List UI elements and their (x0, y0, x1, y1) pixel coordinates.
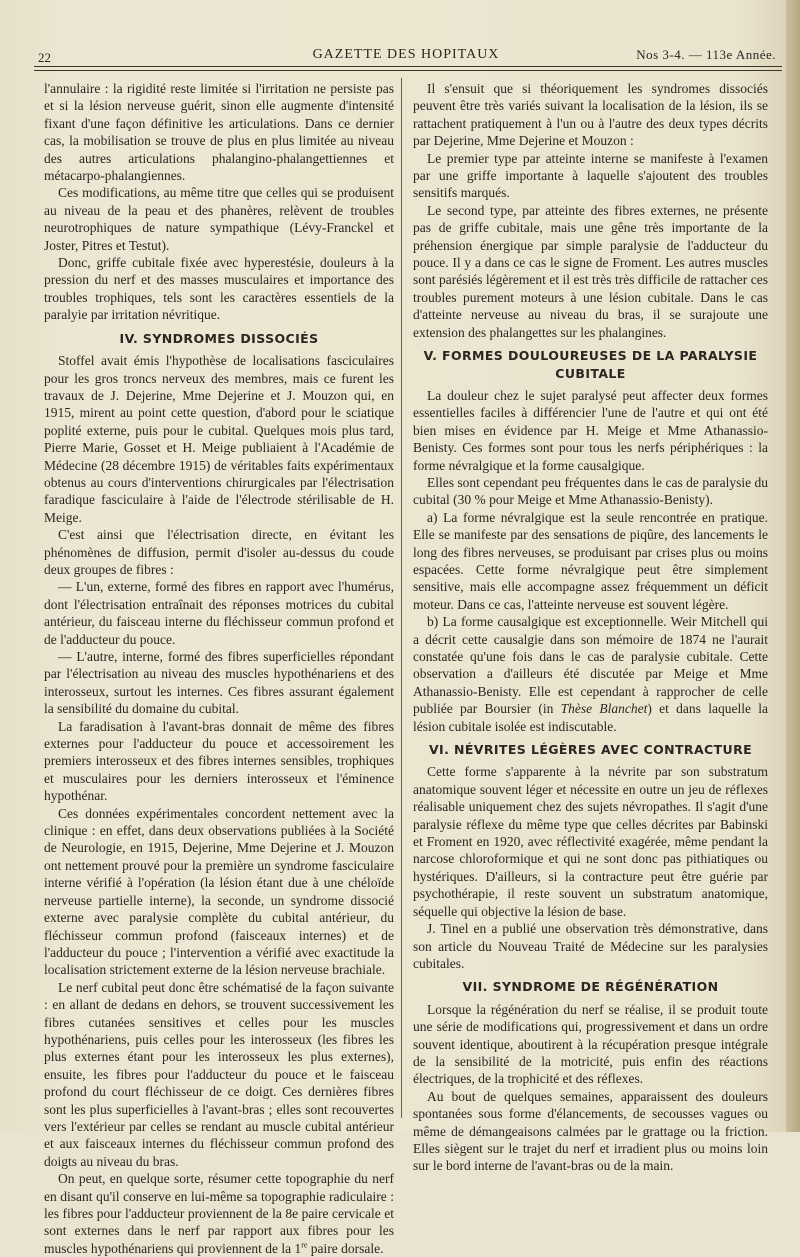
paragraph: Le second type, par atteinte des fibres externes, ne présente pas de griffe cubitale, mais une gêne très importante de la préhension énergique par simple paralysie de l'adducteur du pouce. Il y a dans ce cas le signe de Froment. Les autres muscles sont parésiés légèrement et il est très très difficile de rattacher ces troubles purement moteurs à une lésion cubitale. Dans le cas d'atteinte nerveuse au niveau du bras, il se surajoute une extension des phalangettes sur les phalangines. (413, 202, 768, 340)
paragraph: La douleur chez le sujet paralysé peut affecter deux formes essentielles faciles à différencier l'une de l'autre et qui ont été bien mises en évidence par H. Meige et Mme Athanassio-Benisty. Ces formes sont pour tous les nerfs périphériques : la forme névralgique et la forme causalgique. (413, 387, 768, 473)
superscript: re (301, 1240, 308, 1250)
text-run: ) et dans laquelle la lésion cubitale isolée est indiscutable. (413, 701, 768, 734)
header-rule-thin (34, 70, 782, 71)
paragraph: J. Tinel en a publié une observation très démonstrative, dans son article du Nouveau Traité de Médecine sur les paralysies cubitales. (413, 921, 768, 971)
paragraph: Stoffel avait émis l'hypothèse de localisations fasciculaires pour les gros troncs nerveux des membres, mais ce furent les travaux de J. Dejerine, Mme Dejerine et J. Mouzon qui, en 1915, mirent au point cette question, d'abord pour le sciatique poplité externe, puis pour le cubital. Quelques mois plus tard, Pierre Marie, Gosset et H. Meige publiaient à l'Académie de Médecine (28 décembre 1915) de véritables faits expérimentaux obtenus au cours d'interventions chirurgicales par l'électrisation faradique fasciculaire à l'aide de l'électrode stérilisable de H. Meige. (44, 353, 394, 525)
paragraph: La faradisation à l'avant-bras donnait de même des fibres externes pour l'adducteur du pouce et accessoirement les premiers interosseux et des fibres internes sensibles, trophiques et musculaires pour les derniers interosseux et l'éminence hypothénar. (44, 718, 394, 804)
issue-label: Nos 3-4. — 113e Année. (636, 47, 776, 62)
section-heading: V. FORMES DOULOUREUSES DE LA PARALYSIE CUBITALE (423, 348, 758, 381)
paragraph: Il s'ensuit que si théoriquement les syndromes dissociés peuvent être très variés suivant la localisation de la lésion, ils se rattachent pratiquement à l'un ou à l'autre des deux types décrits par Dejerine, Mme Dejerine et Mouzon : (413, 81, 768, 149)
italic-citation: Thèse Blanchet (560, 701, 648, 717)
paragraph: — L'un, externe, formé des fibres en rapport avec l'humérus, dont l'électrisation entraînait des réponses motrices du cubital antérieur, du faisceau interne du fléchisseur commun profond et de l'adducteur du pouce. (44, 579, 394, 647)
paragraph: Au bout de quelques semaines, apparaissent des douleurs spontanées sous forme d'élancements, de secousses vagues ou même de démangeaisons calmées par le grattage ou la friction. Elles siègent sur le trajet du nerf et irradient plus ou moins loin sur le bord interne de l'avant-bras ou de la main. (413, 1088, 768, 1174)
left-column (44, 80, 394, 1257)
paragraph: Cette forme s'apparente à la névrite par son substratum anatomique souvent léger et nécessite en outre un jeu de réflexes réalisable uniquement chez des sujets névropathes. Il s'agit d'une paralysie réflexe du même type que celles décrites par Babinski et Froment en 1920, avec réflectivité exagérée, même pendant la narcose chloroformique et qui ne sont donc pas pithiatiques ou hystériques. D'ailleurs, si la contracture peut être guérie par psychothérapie, il reste souvent un substratum anatomique, séquelle qui objective la lésion de base. (413, 764, 768, 919)
text-run: b) La forme causalgique est exceptionnelle. Weir Mitchell qui a décrit cette causalgie dans son mémoire de 1874 ne l'aurait constatée qu'une fois dans le cas de paralysie cubitale. Cette observation a d'ailleurs été discutée par Meige et Mme Athanassio-Benisty. Elle est cependant à rapprocher de celle publiée par Boursier (in (413, 614, 768, 717)
section-heading: VI. NÉVRITES LÉGÈRES AVEC CONTRACTURE (428, 742, 753, 758)
paragraph: Le nerf cubital peut donc être schématisé de la façon suivante : en allant de dedans en dehors, se trouvent successivement les fibres cutanées sensitives et celles pour les muscles hypothénariens, puis celles pour les interosseux (les fibres les plus externes étant pour les interosseux les plus externes), ensuite, les fibres pour l'adducteur du pouce et le faisceau profond du court fléchisseur de ce doigt. Ces dernières fibres sont les plus superficielles à l'avant-bras ; elles sont recouvertes vers l'extérieur par celles se rendant au muscle cubital antérieur et aux faisceaux internes du fléchisseur commun profond des doigts au niveau du bras. (44, 979, 394, 1169)
paragraph (413, 613, 768, 735)
page-edge (786, 0, 800, 1132)
page-header (30, 44, 782, 66)
paragraph: Elles sont cependant peu fréquentes dans le cas de paralysie du cubital (30 % pour Meige et Mme Athanassio-Benisty). (413, 474, 768, 508)
section-heading: IV. SYNDROMES DISSOCIÉS (119, 330, 319, 346)
journal-title: GAZETTE DES HOPITAUX (312, 47, 500, 62)
paragraph: Ces modifications, au même titre que celles qui se produisent au niveau de la peau et des phanères, relèvent de troubles neurotrophiques de nature sympathique (Lévy-Franckel et Joster, Pitres et Testut). (44, 185, 394, 253)
paragraph (44, 1170, 394, 1257)
column-divider (401, 78, 402, 1118)
right-column (413, 80, 768, 1175)
paragraph: a) La forme névralgique est la seule rencontrée en pratique. Elle se manifeste par des sensations de piqûre, des lancements le long des fibres nerveuses, se produisant par crises plus ou moins espacées. Cette forme névralgique peut être simplement sensitive, mais elle accompagne assez fréquemment un déficit moteur. Dans ce cas, l'atteinte nerveuse est souvent légère. (413, 509, 768, 612)
text-run: paire dorsale. (307, 1240, 384, 1256)
paragraph: l'annulaire : la rigidité reste limitée si l'irritation ne persiste pas et si la lésion nerveuse guérit, sinon elle augmente d'intensité fixant d'une façon définitive les articulations. Dans ce dernier cas, la mobilisation se trouve de plus en plus limitée au niveau des autres articulations phalangino-phalangettiennes et métacarpo-phalangiennes. (44, 81, 394, 184)
header-rule (34, 66, 782, 67)
paragraph: Donc, griffe cubitale fixée avec hyperestésie, douleurs à la pression du nerf et des masses musculaires et importance des troubles trophiques, tels sont les caractères essentiels de la paralyie par irritation névritique. (44, 255, 394, 323)
paragraph: C'est ainsi que l'électrisation directe, en évitant les phénomènes de diffusion, permit d'isoler au-dessus du coude deux groupes de fibres : (44, 527, 394, 577)
page-number: 22 (38, 50, 51, 65)
paragraph: Ces données expérimentales concordent nettement avec la clinique : en effet, dans deux observations publiées à la Société de Neurologie, en 1915, Dejerine, Mme Dejerine et J. Mouzon ont nettement prouvé pour la première un syndrome fasciculaire interne vérifié à l'opération (la lésion étant due à une chéloïde nerveuse partielle interne), la seconde, un syndrome dissocié externe avec paralysie complète du cubital antérieur, du fléchisseur commun profond (faisceaux internes) et de l'adducteur du pouce ; l'intervention a vérifié avec exactitude la localisation strictement externe de la lésion nerveuse brachiale. (44, 805, 394, 978)
text-run: On peut, en quelque sorte, résumer cette topographie du nerf en disant qu'il conserve en lui-même sa topographie radiculaire : les fibres pour l'adducteur proviennent de la 8e paire cervicale et sont externes dans le nerf par rapport aux fibres pour les muscles hypothénariens qui proviennent de la 1 (44, 1171, 394, 1256)
section-heading: VII. SYNDROME DE RÉGÉNÉRATION (462, 979, 719, 995)
paragraph: Le premier type par atteinte interne se manifeste à l'examen par une griffe importante à laquelle s'ajoutent des troubles sensitifs marqués. (413, 150, 768, 201)
paragraph: Lorsque la régénération du nerf se réalise, il se produit toute une série de modifications qui, progressivement et dans un ordre souvent identique, aboutirent à la récupération presque intégrale de la sensibilité de la motricité, puis enfin des réactions électriques, de la trophicité et des réflexes. (413, 1001, 768, 1087)
paragraph: — L'autre, interne, formé des fibres superficielles répondant par l'électrisation au niveau des muscles hypothénariens et des interosseux, surtout les internes. Ces fibres assurant également la sensibilité du domaine du cubital. (44, 649, 394, 717)
